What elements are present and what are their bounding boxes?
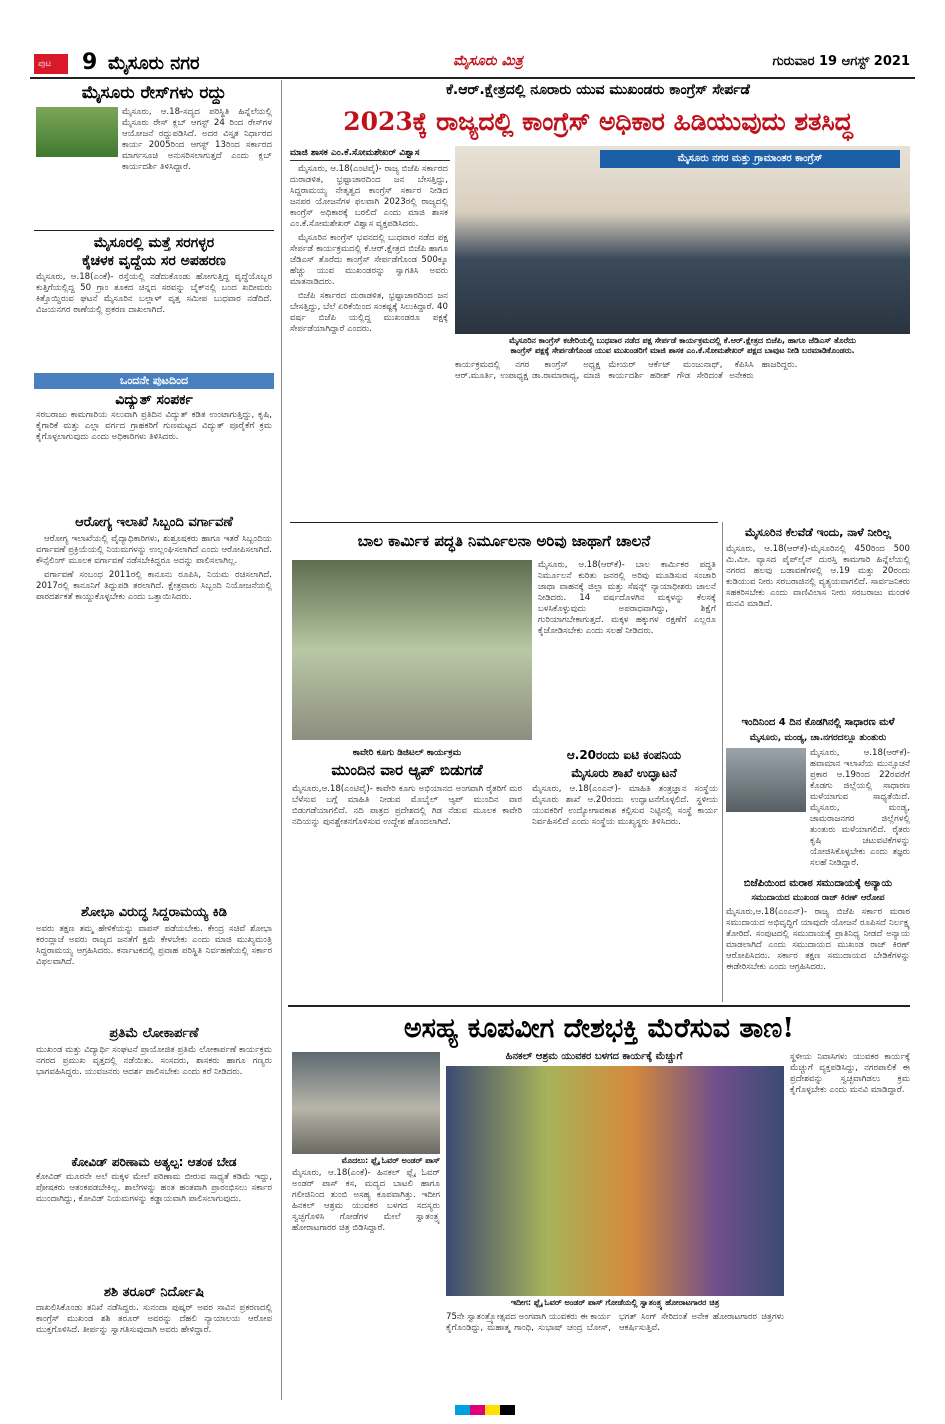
app-title: ಮುಂದಿನ ವಾರ ಆ್ಯಪ್ ಬಿಡುಗಡೆ (331, 761, 483, 779)
photo-caption: ಕಾಂಗ್ರೆಸ್ ಪಕ್ಷಕ್ಕೆ ಸೇರ್ಪಡೆಗೊಂಡ ಯುವ ಮುಖಂಡರಿಗೆ ಮಾಜಿ ಶಾಸಕ ಎಂ.ಕೆ.ಸೋಮಶೇಖರ್ ಪಕ್ಷದ ಬಾವುಟ ನೀಡಿ ಬರಮಾಡಿಕೊಂಡರು. (510, 346, 855, 355)
races-text: ಮೈಸೂರು, ಆ.18-ಸದ್ಯದ ಪರಿಸ್ಥಿತಿ ಹಿನ್ನೆಲೆಯಲ್ಲಿ ಮೈಸೂರು ರೇಸ್ ಕ್ಲಬ್ ಆಗಸ್ಟ್ 24 ರಿಂದ ರೇಸ್‌ಗಳ ಆಯೋಜನೆ ರದ್ದುಪಡಿಸಿದೆ. ಅದರ ವಿಸ್ತೃತ ನಿರ್ಧಾರದ ಕಾರ್ಯ 2005ರಿಂದ ಆಗಸ್ಟ್ 13ರಿಂದ ಸರ್ಕಾರದ ಮಾರ್ಗಸೂಚಿ ಅನುಸರಿಸಲಾಗುತ್ತದೆ ಎಂದು ಕ್ಲಬ್ ಕಾರ್ಯದರ್ಶಿ ತಿಳಿಸಿದ್ದಾರೆ. (122, 107, 272, 172)
lead-kicker: ಕೆ.ಆರ್.ಕ್ಷೇತ್ರದಲ್ಲಿ ನೂರಾರು ಯುವ ಮುಖಂಡರು ಕಾಂಗ್ರೆಸ್ ಸೇರ್ಪಡೆ (446, 82, 750, 98)
water-text: ಮೈಸೂರು, ಆ.18(ಆರ್‌ಕೆ)-ಮೈಸೂರಿನಲ್ಲಿ 450ರಿಂದ 500 ಮಿ.ಮೀ. ವ್ಯಾಸದ ಪೈಪ್‌ಲೈನ್ ದುರಸ್ತಿ ಕಾಮಗಾರಿ ಹಿನ್ನೆಲೆಯಲ್ಲಿ ನಗರದ ಹಲವು ಬಡಾವಣೆಗಳಲ್ಲಿ ಆ.19 ಮತ್ತು 20ರಂದು ಕುಡಿಯುವ ನೀರು ಸರಬರಾಜಿನಲ್ಲಿ ವ್ಯತ್ಯಯವಾಗಲಿದೆ. ಸಾರ್ವಜನಿಕರು ಸಹಕರಿಸಬೇಕು ಎಂದು ವಾಣಿವಿಲಾಸ ನೀರು ಸರಬರಾಜು ಮಂಡಳಿ ಮನವಿ ಮಾಡಿದೆ. (726, 544, 910, 609)
rain-subhead: ಮೈಸೂರು, ಮಂಡ್ಯ, ಚಾ.ನಗರದಲ್ಲೂ ತುಂತುರು (749, 733, 887, 743)
congress-joining-photo (455, 146, 910, 334)
ac-title-1: ಆ.20ರಂದು ಐಟಿ ಕಂಪನಿಯ (566, 748, 682, 762)
divider (34, 230, 274, 231)
page-label: ಪುಟ (38, 59, 52, 69)
lead-para: ಮೈಸೂರು, ಆ.18(ಎಂಟಿವೈ)- ರಾಜ್ಯ ಬಿಜೆಪಿ ಸರ್ಕಾರದ ದುರಾಡಳಿತ, ಭ್ರಷ್ಟಾಚಾರದಿಂದ ಜನ ಬೇಸತ್ತಿದ್ದು, ಸಿದ್ದರಾಮಯ್ಯ ನೇತೃತ್ವದ ಕಾಂಗ್ರೆಸ್ ಸರ್ಕಾರ ನೀಡಿದ ಜನಪರ ಯೋಜನೆಗಳ ಫಲವಾಗಿ 2023ರಲ್ಲಿ ರಾಜ್ಯದಲ್ಲಿ ಕಾಂಗ್ರೆಸ್ ಅಧಿಕಾರಕ್ಕೆ ಬರಲಿದೆ ಎಂದು ಮಾಜಿ ಶಾಸಕ ಎಂ.ಕೆ.ಸೋಮಶೇಖರ್ ವಿಶ್ವಾಸ ವ್ಯಕ್ತಪಡಿಸಿದರು. (290, 164, 448, 229)
app-text: ಮೈಸೂರು,ಆ.18(ಎಂಟಿವೈ)- ಕಾವೇರಿ ಕೂಗು ಅಭಿಯಾನದ ಅಂಗವಾಗಿ ರೈತರಿಗೆ ಮರ ಬೆಳೆಸುವ ಬಗ್ಗೆ ಮಾಹಿತಿ ನೀಡುವ ಮೊಬೈಲ್ ಆ್ಯಪ್ ಮುಂದಿನ ವಾರ ಬಿಡುಗಡೆಯಾಗಲಿದೆ. ನದಿ ಪಾತ್ರದ ಪ್ರದೇಶದಲ್ಲಿ ಗಿಡ ನೆಡುವ ಮೂಲಕ ಕಾವೇರಿ ನದಿಯನ್ನು ಪುನಶ್ಚೇತನಗೊಳಿಸುವ ಉದ್ದೇಶ ಹೊಂದಲಾಗಿದೆ. (292, 784, 522, 827)
health-para: ವರ್ಗಾವಣೆ ಸಂಬಂಧ 2011ರಲ್ಲಿ ಕಾನೂನು ರೂಪಿಸಿ, ನಿಯಮ ರಚಿಸಲಾಗಿದೆ. 2017ರಲ್ಲಿ ಕಾನೂನಿಗೆ ತಿದ್ದುಪಡಿ ತರಲಾಗಿದೆ. ಕ್ಷೇತ್ರವಾರು ಸಿಬ್ಬಂದಿ ನಿಯೋಜನೆಯಲ್ಲಿ ಪಾರದರ್ಶಕತೆ ಕಾಯ್ದುಕೊಳ್ಳಬೇಕು ಎಂದು ಒತ್ತಾಯಿಸಿದರು. (36, 570, 272, 602)
column-divider (722, 522, 723, 1002)
race-horses-photo (36, 107, 118, 157)
congress-banner: ಮೈಸೂರು ನಗರ ಮತ್ತು ಗ್ರಾಮಾಂತರ ಕಾಂಗ್ರೆಸ್ (600, 150, 900, 168)
chain-title-1: ಮೈಸೂರಲ್ಲಿ ಮತ್ತೆ ಸರಗಳ್ಳರ (93, 235, 215, 251)
page-badge (34, 54, 68, 74)
awareness-van-photo (292, 560, 532, 740)
subway-title: ಅಸಹ್ಯ ಕೂಪವೀಗ ದೇಶಭಕ್ತಿ ಮೆರೆಸುವ ತಾಣ! (403, 1013, 795, 1044)
rain-title: ಇಂದಿನಿಂದ 4 ದಿನ ಕೊಡಗಿನಲ್ಲಿ ಸಾಧಾರಣ ಮಳೆ (741, 717, 895, 728)
rain-photo (726, 748, 806, 812)
lead-text-col2: ಕಾರ್ಯಕ್ರಮದಲ್ಲಿ ನಗರ ಕಾಂಗ್ರೆಸ್ ಅಧ್ಯಕ್ಷ ಆರ್.ಮೂರ್ತಿ, ಉಪಾಧ್ಯಕ್ಷ ಡಾ.ರಾಮಾರಾಧ್ಯ, ಮಾಜಿ ಮೇಯರ್ ಆರ್ಕೆಟ್ ಮಂಜುನಾಥ್, ಕೆಪಿಸಿಸಿ ಕಾರ್ಯದರ್ಶಿ ಹರೀಶ್ ಗೌಡ ಸೇರಿದಂತೆ ಅನೇಕರು ಹಾಜರಿದ್ದರು. (455, 360, 798, 381)
before-caption: ಮೊದಲು: ಫ್ಲೈ ಓವರ್ ಅಂಡರ್ ಪಾಸ್ (341, 1156, 440, 1165)
health-text (36, 534, 272, 902)
divider (288, 1005, 910, 1007)
maratha-text: ಮೈಸೂರು,ಆ.18(ಎಂಎನ್)- ರಾಜ್ಯ ಬಿಜೆಪಿ ಸರ್ಕಾರ ಮರಾಠ ಸಮುದಾಯದ ಅಭಿವೃದ್ಧಿಗೆ ಯಾವುದೇ ಯೋಜನೆ ರೂಪಿಸದೆ ನಿರ್ಲಕ್ಷ್ಯ ತೋರಿದೆ. ಸಂಪುಟದಲ್ಲಿ ಸಮುದಾಯಕ್ಕೆ ಪ್ರಾತಿನಿಧ್ಯ ನೀಡದೆ ಅನ್ಯಾಯ ಮಾಡಲಾಗಿದೆ ಎಂದು ಸಮುದಾಯದ ಮುಖಂಡ ರಾಜ್ ಕಿರಣ್ ಆರೋಪಿಸಿದರು. ಸರ್ಕಾರ ತಕ್ಷಣ ಸಮುದಾಯದ ಬೇಡಿಕೆಗಳನ್ನು ಈಡೇರಿಸಬೇಕು ಎಂದು ಆಗ್ರಹಿಸಿದರು. (726, 907, 910, 972)
covid-text: ಕೋವಿಡ್ ಮೂರನೇ ಅಲೆ ಮಕ್ಕಳ ಮೇಲೆ ಪರಿಣಾಮ ಬೀರುವ ಸಾಧ್ಯತೆ ಕಡಿಮೆ ಇದ್ದು, ಪೋಷಕರು ಆತಂಕಪಡಬೇಕಿಲ್ಲ. ಶಾಲೆಗಳನ್ನು ಹಂತ ಹಂತವಾಗಿ ಪ್ರಾರಂಭಿಸಲು ಸರ್ಕಾರ ಮುಂದಾಗಿದ್ದು, ಕೋವಿಡ್ ನಿಯಮಗಳನ್ನು ಕಡ್ಡಾಯವಾಗಿ ಪಾಲಿಸಲಾಗುವುದು. (36, 1172, 272, 1204)
lead-para: ಮೈಸೂರಿನ ಕಾಂಗ್ರೆಸ್ ಭವನದಲ್ಲಿ ಬುಧವಾರ ನಡೆದ ಪಕ್ಷ ಸೇರ್ಪಡೆ ಕಾರ್ಯಕ್ರಮದಲ್ಲಿ ಕೆ.ಆರ್.ಕ್ಷೇತ್ರದ ಬಿಜೆಪಿ ಹಾಗೂ ಜೆಡಿಎಸ್ ತೊರೆದು ಕಾಂಗ್ರೆಸ್ ಸೇರ್ಪಡೆಗೊಂಡ 500ಕ್ಕೂ ಹೆಚ್ಚು ಯುವ ಮುಖಂಡರನ್ನು ಸ್ವಾಗತಿಸಿ ಅವರು ಮಾತನಾಡಿದರು. (290, 233, 448, 287)
maratha-title: ಬಿಜೆಪಿಯಿಂದ ಮರಾಠ ಸಮುದಾಯಕ್ಕೆ ಅನ್ಯಾಯ (743, 878, 893, 889)
lead-headline: 2023ಕ್ಕೆ ರಾಜ್ಯದಲ್ಲಿ ಕಾಂಗ್ರೆಸ್ ಅಧಿಕಾರ ಹಿಡಿಯುವುದು ಶತಸಿದ್ಧ (343, 107, 853, 136)
water-title: ಮೈಸೂರಿನ ಕೆಲವೆಡೆ ಇಂದು, ನಾಳೆ ನೀರಿಲ್ಲ (744, 526, 891, 539)
subway-subhead: ಹಿನಕಲ್ ಆಶ್ರಮ ಯುವಕರ ಬಳಗದ ಕಾರ್ಯಕ್ಕೆ ಮೆಚ್ಚುಗೆ (505, 1051, 683, 1062)
power-title: ವಿದ್ಯುತ್ ಸಂಪರ್ಕ (115, 392, 193, 408)
statue-text: ಮುಖಂಡ ಮತ್ತು ವಿದ್ಯಾರ್ಥಿ ಸಂಘಟನೆ ಪ್ರಾಯೋಜಿತ ಪ್ರತಿಮೆ ಲೋಕಾರ್ಪಣೆ ಕಾರ್ಯಕ್ರಮ ನಗರದ ಪ್ರಮುಖ ವೃತ್ತದಲ್ಲಿ ನಡೆಯಿತು. ಸಂಸದರು, ಶಾಸಕರು ಹಾಗೂ ಗಣ್ಯರು ಭಾಗವಹಿಸಿದ್ದರು. ಯುವಜನರು ಆದರ್ಶ ಪಾಲಿಸಬೇಕು ಎಂದು ಕರೆ ನೀಡಿದರು. (36, 1045, 272, 1077)
app-kicker: ಕಾವೇರಿ ಕೂಗು ಡಿಜಿಟಲ್ ಕಾರ್ಯಕ್ರಮ (352, 748, 462, 758)
after-caption: ಇದೀಗ: ಫ್ಲೈ ಓವರ್ ಅಂಡರ್ ಪಾಸ್ ಗೋಡೆಯಲ್ಲಿ ಸ್ವಾತಂತ್ರ್ಯ ಹೋರಾಟಗಾರರ ಚಿತ್ರ (510, 1298, 720, 1307)
rain-text: ಮೈಸೂರು, ಆ.18(ಆರ್‌ಕೆ)- ಹವಾಮಾನ ಇಲಾಖೆಯ ಮುನ್ಸೂಚನೆ ಪ್ರಕಾರ ಆ.19ರಿಂದ 22ರವರೆಗೆ ಕೊಡಗು ಜಿಲ್ಲೆಯಲ್ಲಿ ಸಾಧಾರಣ ಮಳೆಯಾಗುವ ಸಾಧ್ಯತೆಯಿದೆ. ಮೈಸೂರು, ಮಂಡ್ಯ, ಚಾಮರಾಜನಗರ ಜಿಲ್ಲೆಗಳಲ್ಲಿ ತುಂತುರು ಮಳೆಯಾಗಲಿದೆ. ರೈತರು ಕೃಷಿ ಚಟುವಟಿಕೆಗಳನ್ನು ಯೋಜಿಸಿಕೊಳ್ಳಬೇಕು ಎಂದು ತಜ್ಞರು ಸಲಹೆ ನೀಡಿದ್ದಾರೆ. (810, 748, 910, 868)
maratha-subhead: ಸಮುದಾಯದ ಮುಖಂಡ ರಾಜ್ ಕಿರಣ್ ಆರೋಪ (751, 893, 885, 903)
continued-band: ಒಂದನೇ ಪುಟದಿಂದ (34, 373, 274, 389)
section-name: ಮೈಸೂರು ನಗರ (108, 53, 200, 74)
header-rule (30, 77, 915, 79)
ac-title-2: ಮೈಸೂರು ಶಾಖೆ ಉದ್ಘಾಟನೆ (571, 766, 677, 780)
underpass-mural-photo (446, 1066, 784, 1296)
child-text: ಮೈಸೂರು, ಆ.18(ಆರ್‌ಕೆ)- ಬಾಲ ಕಾರ್ಮಿಕರ ಪದ್ಧತಿ ನಿರ್ಮೂಲನೆ ಕುರಿತು ಜನರಲ್ಲಿ ಅರಿವು ಮೂಡಿಸುವ ಸಂಚಾರಿ ಜಾಥಾ ವಾಹನಕ್ಕೆ ಜಿಲ್ಲಾ ಮತ್ತು ಸೆಷನ್ಸ್ ನ್ಯಾಯಾಧೀಶರು ಚಾಲನೆ ನೀಡಿದರು. 14 ವರ್ಷದೊಳಗಿನ ಮಕ್ಕಳನ್ನು ಕೆಲಸಕ್ಕೆ ಬಳಸಿಕೊಳ್ಳುವುದು ಅಪರಾಧವಾಗಿದ್ದು, ಶಿಕ್ಷೆಗೆ ಗುರಿಯಾಗಬೇಕಾಗುತ್ತದೆ. ಮಕ್ಕಳ ಹಕ್ಕುಗಳ ರಕ್ಷಣೆಗೆ ಎಲ್ಲರೂ ಕೈಜೋಡಿಸಬೇಕು ಎಂದು ಸಲಹೆ ನೀಡಿದರು. (538, 560, 716, 636)
masthead: ಮೈಸೂರು ಮಿತ್ರ (453, 53, 523, 69)
health-para: ಆರೋಗ್ಯ ಇಲಾಖೆಯಲ್ಲಿ ವೈದ್ಯಾಧಿಕಾರಿಗಳು, ಶುಶ್ರೂಷಕರು ಹಾಗೂ ಇತರೆ ಸಿಬ್ಬಂದಿಯ ವರ್ಗಾವಣೆ ಪ್ರಕ್ರಿಯೆಯಲ್ಲಿ ನಿಯಮಗಳನ್ನು ಉಲ್ಲಂಘಿಸಲಾಗಿದೆ ಎಂದು ಆರೋಪಿಸಲಾಗಿದೆ. ಕೌನ್ಸೆಲಿಂಗ್ ಮೂಲಕ ವರ್ಗಾವಣೆ ನಡೆಸಬೇಕಿದ್ದರೂ ಅದನ್ನು ಪಾಲಿಸಲಾಗಿಲ್ಲ. (36, 534, 272, 566)
column-divider (281, 80, 282, 1400)
statue-title: ಪ್ರತಿಮೆ ಲೋಕಾರ್ಪಣೆ (109, 1026, 199, 1041)
underpass-before-photo (292, 1052, 440, 1154)
ac-text: ಮೈಸೂರು, ಆ.18(ಎಂಎನ್)- ಮಾಹಿತಿ ತಂತ್ರಜ್ಞಾನ ಸಂಸ್ಥೆಯ ಮೈಸೂರು ಶಾಖೆ ಆ.20ರಂದು ಉದ್ಘಾಟನೆಗೊಳ್ಳಲಿದೆ. ಸ್ಥಳೀಯ ಯುವಕರಿಗೆ ಉದ್ಯೋಗಾವಕಾಶ ಕಲ್ಪಿಸುವ ನಿಟ್ಟಿನಲ್ಲಿ ಸಂಸ್ಥೆ ಕಾರ್ಯ ನಿರ್ವಹಿಸಲಿದೆ ಎಂದು ಸಂಸ್ಥೆಯ ಮುಖ್ಯಸ್ಥರು ತಿಳಿಸಿದರು. (532, 784, 718, 827)
races-title: ಮೈಸೂರು ರೇಸ್‌ಗಳು ರದ್ದು (81, 83, 227, 103)
chain-text: ಮೈಸೂರು, ಆ.18(ಎಂಕೆ)- ರಸ್ತೆಯಲ್ಲಿ ನಡೆದುಕೊಂಡು ಹೋಗುತ್ತಿದ್ದ ವೃದ್ಧೆಯೊಬ್ಬರ ಕುತ್ತಿಗೆಯಲ್ಲಿದ್ದ 50 ಗ್ರಾಂ ತೂಕದ ಚಿನ್ನದ ಸರವನ್ನು ಬೈಕ್‌ನಲ್ಲಿ ಬಂದ ಖದೀಮರು ಕಿತ್ತೊಯ್ದಿರುವ ಘಟನೆ ಮೈಸೂರಿನ ಬಲ್ಲಾಳ್ ವೃತ್ತ ಸಮೀಪ ಬುಧವಾರ ನಡೆದಿದೆ. ವಿಜಯನಗರ ಠಾಣೆಯಲ್ಲಿ ಪ್ರಕರಣ ದಾಖಲಾಗಿದೆ. (36, 272, 272, 315)
child-title: ಬಾಲ ಕಾರ್ಮಿಕ ಪದ್ಧತಿ ನಿರ್ಮೂಲನಾ ಅರಿವು ಜಾಥಾಗೆ ಚಾಲನೆ (357, 532, 651, 550)
shobha-title: ಶೋಭಾ ವಿರುದ್ಧ ಸಿದ್ದರಾಮಯ್ಯ ಕಿಡಿ (81, 905, 227, 920)
registration-marks (455, 1405, 515, 1415)
subway-text-2: 75ನೇ ಸ್ವಾತಂತ್ರ್ಯೋತ್ಸವದ ಅಂಗವಾಗಿ ಯುವಕರು ಈ ಕಾರ್ಯ ಕೈಗೊಂಡಿದ್ದು, ಮಹಾತ್ಮ ಗಾಂಧಿ, ಸುಭಾಷ್ ಚಂದ್ರ ಬೋಸ್, ಭಗತ್ ಸಿಂಗ್ ಸೇರಿದಂತೆ ಅನೇಕ ಹೋರಾಟಗಾರರ ಚಿತ್ರಗಳು ಆಕರ್ಷಿಸುತ್ತಿವೆ. (446, 1312, 784, 1333)
tharoor-title: ಶಶಿ ತರೂರ್ ನಿರ್ದೋಷಿ (103, 1285, 205, 1300)
photo-caption: ಮೈಸೂರಿನ ಕಾಂಗ್ರೆಸ್ ಕಚೇರಿಯಲ್ಲಿ ಬುಧವಾರ ನಡೆದ ಪಕ್ಷ ಸೇರ್ಪಡೆ ಕಾರ್ಯಕ್ರಮದಲ್ಲಿ ಕೆ.ಆರ್.ಕ್ಷೇತ್ರದ ಬಿಜೆಪಿ, ಹಾಗೂ ಜೆಡಿಎಸ್ ತೊರೆದು (509, 336, 856, 345)
covid-title: ಕೋವಿಡ್ ಪರಿಣಾಮ ಅತ್ಯಲ್ಪ: ಆತಂಕ ಬೇಡ (71, 1155, 237, 1169)
subway-text-1: ಮೈಸೂರು, ಆ.18(ಎಂಕೆ)- ಹಿನಕಲ್ ಫ್ಲೈ ಓವರ್ ಅಂಡರ್ ಪಾಸ್ ಕಸ, ಮದ್ಯದ ಬಾಟಲಿ ಹಾಗೂ ಗಲೀಜಿನಿಂದ ತುಂಬಿ ಅಸಹ್ಯ ಕೂಪವಾಗಿತ್ತು. ಇದೀಗ ಹಿನಕಲ್ ಆಶ್ರಮ ಯುವಕರ ಬಳಗದ ಸದಸ್ಯರು ಸ್ವಚ್ಛಗೊಳಿಸಿ ಗೋಡೆಗಳ ಮೇಲೆ ಸ್ವಾತಂತ್ರ್ಯ ಹೋರಾಟಗಾರರ ಚಿತ್ರ ಬಿಡಿಸಿದ್ದಾರೆ. (292, 1168, 440, 1233)
chain-title-2: ಕೈಚಳಕ ವೃದ್ಧೆಯ ಸರ ಅಪಹರಣ (82, 253, 226, 269)
shobha-text: ಅವರು ತಕ್ಷಣ ತಮ್ಮ ಹೇಳಿಕೆಯನ್ನು ವಾಪಸ್ ಪಡೆಯಬೇಕು. ಕೇಂದ್ರ ಸಚಿವೆ ಶೋಭಾ ಕರಂದ್ಲಾಜೆ ಅವರು ರಾಜ್ಯದ ಜನತೆಗೆ ಕ್ಷಮೆ ಕೇಳಬೇಕು ಎಂದು ಮಾಜಿ ಮುಖ್ಯಮಂತ್ರಿ ಸಿದ್ದರಾಮಯ್ಯ ಆಗ್ರಹಿಸಿದರು. ಕರ್ನಾಟಕದಲ್ಲಿ ಪ್ರವಾಹ ಪರಿಸ್ಥಿತಿ ನಿರ್ವಹಣೆಯಲ್ಲಿ ಸರ್ಕಾರ ವಿಫಲವಾಗಿದೆ. (36, 924, 272, 967)
subway-text-3: ಸ್ಥಳೀಯ ನಿವಾಸಿಗಳು ಯುವಕರ ಕಾರ್ಯಕ್ಕೆ ಮೆಚ್ಚುಗೆ ವ್ಯಕ್ತಪಡಿಸಿದ್ದು, ನಗರಪಾಲಿಕೆ ಈ ಪ್ರದೇಶವನ್ನು ಸ್ವಚ್ಛವಾಗಿಡಲು ಕ್ರಮ ಕೈಗೊಳ್ಳಬೇಕು ಎಂದು ಮನವಿ ಮಾಡಿದ್ದಾರೆ. (790, 1052, 910, 1095)
health-title: ಆರೋಗ್ಯ ಇಲಾಖೆ ಸಿಬ್ಬಂದಿ ವರ್ಗಾವಣೆ (75, 515, 233, 530)
power-text: ಸರಬರಾಜು ಕಾಮಗಾರಿಯ ಸಲುವಾಗಿ ಪ್ರತಿದಿನ ವಿದ್ಯುತ್ ಕಡಿತ ಉಂಟಾಗುತ್ತಿದ್ದು, ಕೃಷಿ, ಕೈಗಾರಿಕೆ ಮತ್ತು ಎಲ್ಲಾ ವರ್ಗದ ಗ್ರಾಹಕರಿಗೆ ಗುಣಮಟ್ಟದ ವಿದ್ಯುತ್ ಪೂರೈಕೆಗೆ ಕ್ರಮ ಕೈಗೊಳ್ಳಲಾಗುವುದು ಎಂದು ಅಧಿಕಾರಿಗಳು ತಿಳಿಸಿದರು. (36, 410, 272, 442)
page-number: 9 (82, 50, 98, 75)
tharoor-text: ದಾಖಲಿಸಿಕೊಂಡು ತನಿಖೆ ನಡೆಸಿದ್ದರು. ಸುನಂದಾ ಪುಷ್ಕರ್ ಅವರ ಸಾವಿನ ಪ್ರಕರಣದಲ್ಲಿ ಕಾಂಗ್ರೆಸ್ ಮುಖಂಡ ಶಶಿ ತರೂರ್ ಅವರನ್ನು ದೆಹಲಿ ನ್ಯಾಯಾಲಯ ಆರೋಪ ಮುಕ್ತಗೊಳಿಸಿದೆ. ತೀರ್ಪನ್ನು ಸ್ವಾಗತಿಸುವುದಾಗಿ ಅವರು ಹೇಳಿದ್ದಾರೆ. (36, 1303, 272, 1335)
lead-subhead: ಮಾಜಿ ಶಾಸಕ ಎಂ.ಕೆ.ಸೋಮಶೇಖರ್ ವಿಶ್ವಾಸ (290, 146, 450, 161)
issue-date: ಗುರುವಾರ 19 ಆಗಸ್ಟ್ 2021 (772, 54, 910, 69)
lead-para: ಬಿಜೆಪಿ ಸರ್ಕಾರದ ದುರಾಡಳಿತ, ಭ್ರಷ್ಟಾಚಾರದಿಂದ ಜನ ಬೇಸತ್ತಿದ್ದು, ಬೆಲೆ ಏರಿಕೆಯಿಂದ ಸಂಕಷ್ಟಕ್ಕೆ ಸಿಲುಕಿದ್ದಾರೆ. 40 ವರ್ಷ ಬಿಜೆಪಿ ಯಲ್ಲಿದ್ದ ಮುಖಂಡರೂ ಪಕ್ಷಕ್ಕೆ ಸೇರ್ಪಡೆಯಾಗಿದ್ದಾರೆ ಎಂದರು. (290, 291, 448, 334)
divider (290, 522, 718, 523)
